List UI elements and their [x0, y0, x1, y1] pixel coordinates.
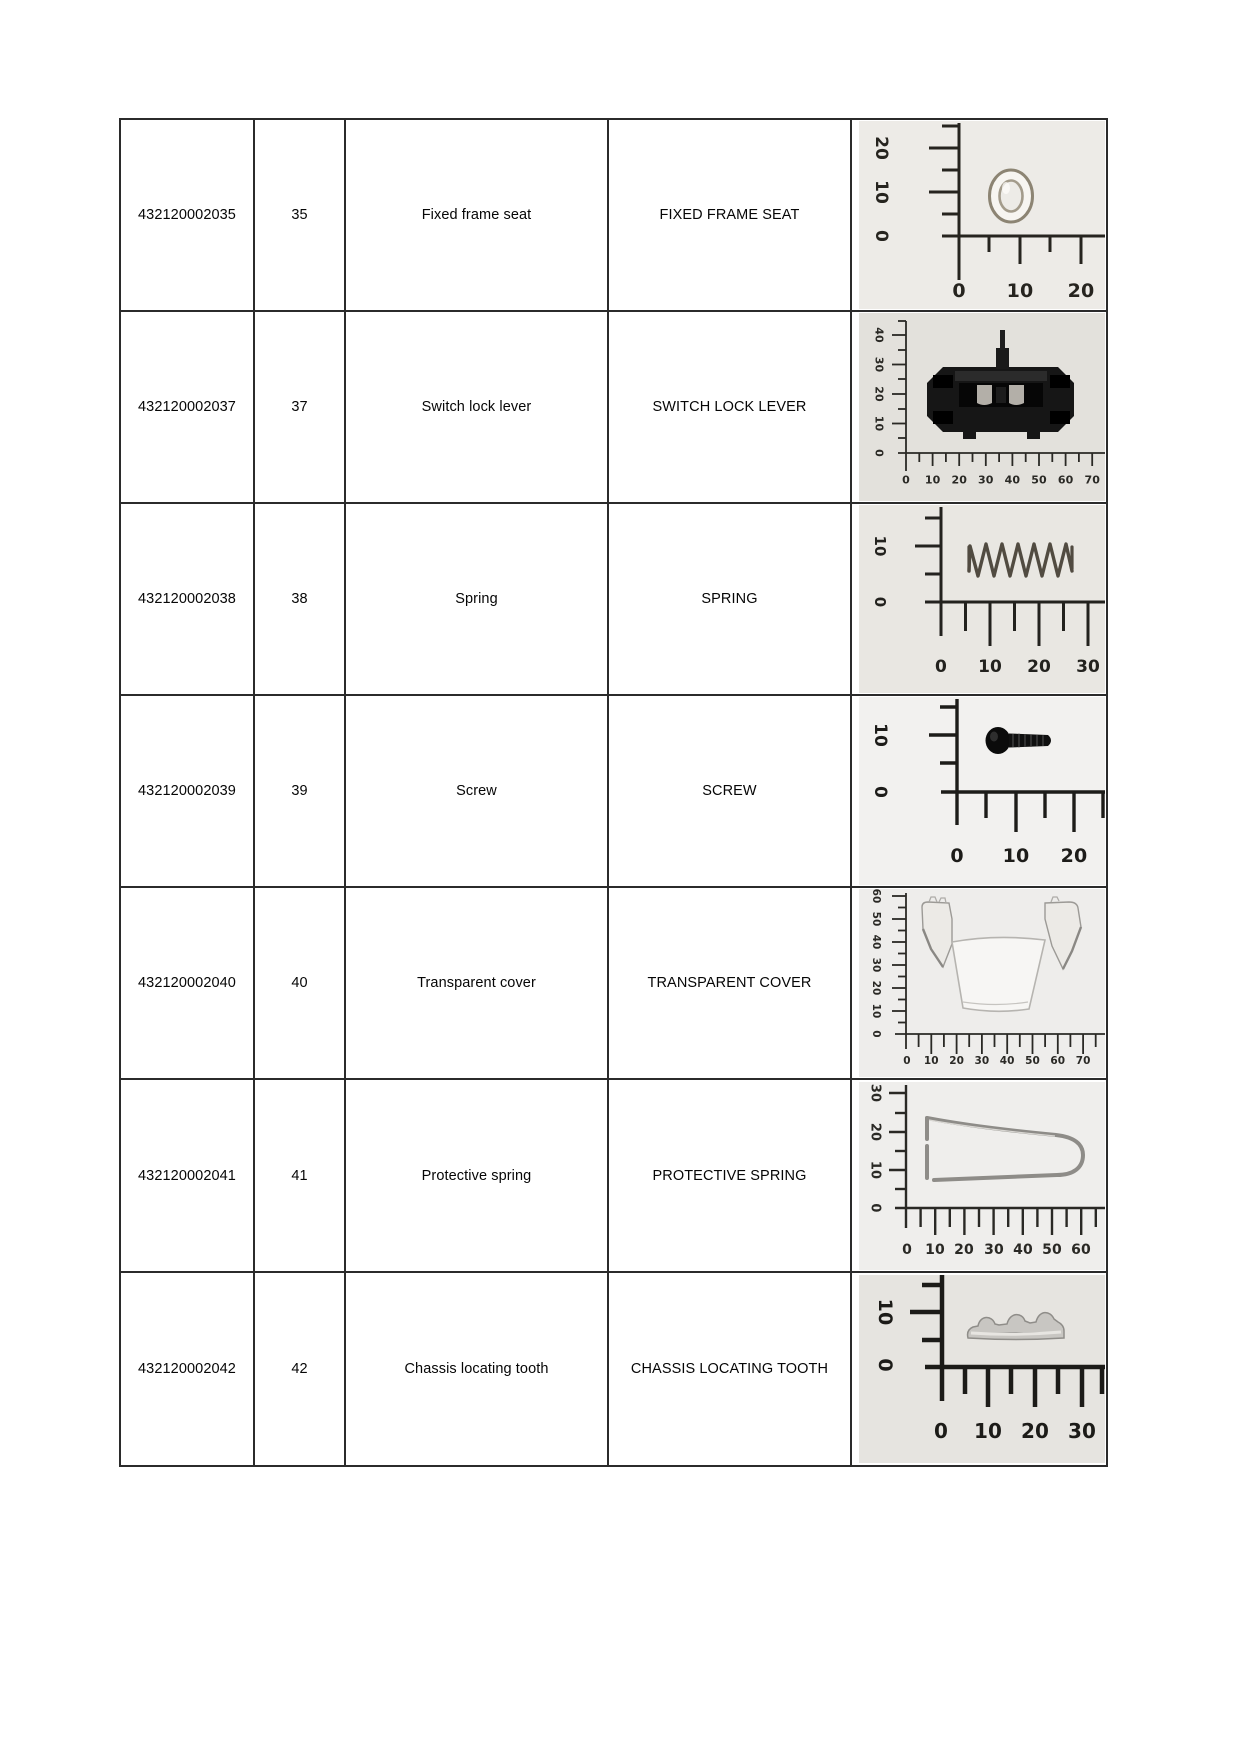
part-name-caps: SCREW	[702, 783, 757, 800]
svg-text:10: 10	[1006, 280, 1034, 303]
part-name: Switch lock lever	[421, 399, 532, 416]
svg-text:20: 20	[951, 473, 967, 487]
svg-text:20: 20	[872, 386, 886, 402]
part-name-caps: CHASSIS LOCATING TOOTH	[630, 1360, 829, 1377]
photo-cell	[852, 120, 1106, 312]
svg-text:10: 10	[871, 180, 891, 204]
svg-text:20: 20	[1060, 845, 1088, 868]
svg-text:40: 40	[1004, 473, 1021, 487]
svg-text:50: 50	[1042, 1241, 1062, 1258]
table-row	[121, 888, 1106, 1080]
parts-table	[119, 118, 1108, 1467]
part-photo	[859, 1082, 1105, 1270]
index-cell	[255, 312, 346, 504]
svg-text:0: 0	[871, 596, 889, 608]
part-number-cell	[121, 312, 255, 504]
index-cell	[255, 1080, 346, 1272]
svg-text:20: 20	[949, 1055, 965, 1068]
svg-text:0: 0	[872, 449, 886, 458]
svg-text:60: 60	[1050, 1055, 1066, 1068]
svg-text:0: 0	[935, 657, 947, 678]
name-caps-cell	[609, 696, 852, 888]
part-photo-protective-spring	[859, 1082, 1105, 1270]
part-index: 38	[291, 591, 308, 608]
part-photo	[859, 889, 1105, 1077]
svg-text:10: 10	[871, 535, 889, 557]
svg-text:10: 10	[978, 657, 1002, 678]
svg-text:10: 10	[925, 1241, 945, 1258]
part-photo-ring-washer	[859, 121, 1105, 309]
svg-text:0: 0	[952, 280, 966, 303]
part-name: Chassis locating tooth	[404, 1360, 549, 1377]
name-cell	[346, 1273, 609, 1465]
name-cell	[346, 696, 609, 888]
part-photo-coil-spring	[859, 505, 1105, 693]
photo-cell	[852, 1273, 1106, 1465]
svg-text:10: 10	[867, 1160, 883, 1179]
svg-text:0: 0	[902, 473, 910, 487]
svg-text:40: 40	[870, 935, 882, 950]
part-photo-chassis-tooth	[859, 1275, 1105, 1463]
part-number: 432120002037	[138, 399, 236, 416]
part-name-caps: FIXED FRAME SEAT	[659, 207, 800, 224]
name-caps-cell	[609, 312, 852, 504]
part-photo	[859, 505, 1105, 693]
table-row	[121, 504, 1106, 696]
svg-text:50: 50	[1031, 473, 1047, 487]
svg-text:0: 0	[933, 1418, 949, 1443]
name-caps-cell	[609, 120, 852, 312]
svg-text:20: 20	[954, 1241, 974, 1258]
svg-text:10: 10	[874, 1298, 896, 1325]
part-name: Fixed frame seat	[421, 207, 532, 224]
svg-text:10: 10	[924, 473, 941, 487]
part-index: 42	[291, 1360, 308, 1377]
part-number: 432120002035	[138, 207, 236, 224]
part-index: 39	[291, 783, 308, 800]
svg-text:20: 20	[867, 1122, 883, 1141]
svg-text:30: 30	[1067, 1418, 1097, 1443]
part-index: 37	[291, 399, 308, 416]
part-photo	[859, 313, 1105, 501]
svg-text:70: 70	[1084, 473, 1100, 487]
part-number-cell	[121, 120, 255, 312]
part-number: 432120002039	[138, 783, 236, 800]
svg-text:70: 70	[1075, 1055, 1091, 1068]
photo-cell	[852, 1080, 1106, 1272]
svg-text:0: 0	[950, 845, 964, 868]
part-name: Transparent cover	[417, 975, 536, 992]
name-cell	[346, 504, 609, 696]
svg-text:20: 20	[870, 981, 882, 996]
svg-text:40: 40	[999, 1055, 1015, 1068]
photo-cell	[852, 696, 1106, 888]
part-index: 40	[291, 975, 308, 992]
table-row	[121, 120, 1106, 312]
part-index: 35	[291, 207, 308, 224]
part-photo-screw	[859, 697, 1105, 885]
svg-text:0: 0	[874, 1357, 896, 1372]
part-name-caps: SWITCH LOCK LEVER	[652, 399, 807, 416]
svg-text:30: 30	[1076, 657, 1100, 678]
part-name-caps: PROTECTIVE SPRING	[652, 1167, 807, 1184]
svg-text:30: 30	[872, 356, 886, 373]
table-row	[121, 1273, 1106, 1465]
svg-text:0: 0	[902, 1241, 912, 1258]
svg-text:0: 0	[870, 1030, 882, 1039]
name-caps-cell	[609, 504, 852, 696]
svg-text:10: 10	[923, 1055, 939, 1068]
svg-text:20: 20	[1067, 280, 1095, 303]
svg-text:40: 40	[872, 327, 886, 343]
svg-text:40: 40	[1013, 1241, 1033, 1258]
svg-text:0: 0	[870, 786, 890, 799]
part-name-caps: SPRING	[701, 591, 758, 608]
name-caps-cell	[609, 888, 852, 1080]
index-cell	[255, 504, 346, 696]
index-cell	[255, 1273, 346, 1465]
part-number-cell	[121, 888, 255, 1080]
part-number-cell	[121, 504, 255, 696]
svg-text:0: 0	[867, 1202, 883, 1213]
svg-text:30: 30	[867, 1083, 883, 1102]
part-number-cell	[121, 1080, 255, 1272]
index-cell	[255, 888, 346, 1080]
index-cell	[255, 120, 346, 312]
part-number: 432120002038	[138, 591, 236, 608]
part-number: 432120002042	[138, 1360, 236, 1377]
svg-text:30: 30	[870, 958, 882, 973]
svg-text:60: 60	[1057, 473, 1074, 487]
svg-text:50: 50	[870, 912, 882, 927]
svg-text:60: 60	[870, 889, 882, 904]
part-name: Protective spring	[421, 1167, 532, 1184]
svg-text:30: 30	[974, 1055, 990, 1068]
svg-text:30: 30	[984, 1241, 1004, 1258]
svg-text:10: 10	[973, 1418, 1003, 1443]
part-photo-switch-lock-lever	[859, 313, 1105, 501]
svg-text:20: 20	[1020, 1418, 1050, 1443]
part-number-cell	[121, 696, 255, 888]
photo-cell	[852, 888, 1106, 1080]
svg-text:10: 10	[870, 1004, 882, 1019]
svg-text:20: 20	[1027, 657, 1051, 678]
svg-text:0: 0	[903, 1055, 911, 1068]
name-cell	[346, 312, 609, 504]
name-caps-cell	[609, 1080, 852, 1272]
part-name-caps: TRANSPARENT COVER	[647, 975, 812, 992]
part-index: 41	[291, 1167, 308, 1184]
table-row	[121, 1080, 1106, 1272]
part-photo	[859, 121, 1105, 309]
name-cell	[346, 1080, 609, 1272]
part-photo-transparent-cover	[859, 889, 1105, 1077]
svg-text:20: 20	[871, 136, 891, 160]
svg-text:0: 0	[871, 230, 891, 243]
part-name: Screw	[456, 783, 497, 800]
svg-text:50: 50	[1025, 1055, 1040, 1068]
svg-text:10: 10	[1002, 845, 1030, 868]
part-number-cell	[121, 1273, 255, 1465]
index-cell	[255, 696, 346, 888]
photo-cell	[852, 312, 1106, 504]
part-number: 432120002040	[138, 975, 236, 992]
name-cell	[346, 120, 609, 312]
svg-text:10: 10	[870, 723, 890, 748]
name-caps-cell	[609, 1273, 852, 1465]
svg-text:30: 30	[978, 473, 994, 487]
svg-text:60: 60	[1071, 1241, 1091, 1258]
svg-text:10: 10	[872, 415, 886, 432]
part-name: Spring	[455, 591, 498, 608]
table-row	[121, 696, 1106, 888]
part-number: 432120002041	[138, 1167, 236, 1184]
part-photo	[859, 697, 1105, 885]
photo-cell	[852, 504, 1106, 696]
part-photo	[859, 1275, 1105, 1463]
name-cell	[346, 888, 609, 1080]
table-row	[121, 312, 1106, 504]
